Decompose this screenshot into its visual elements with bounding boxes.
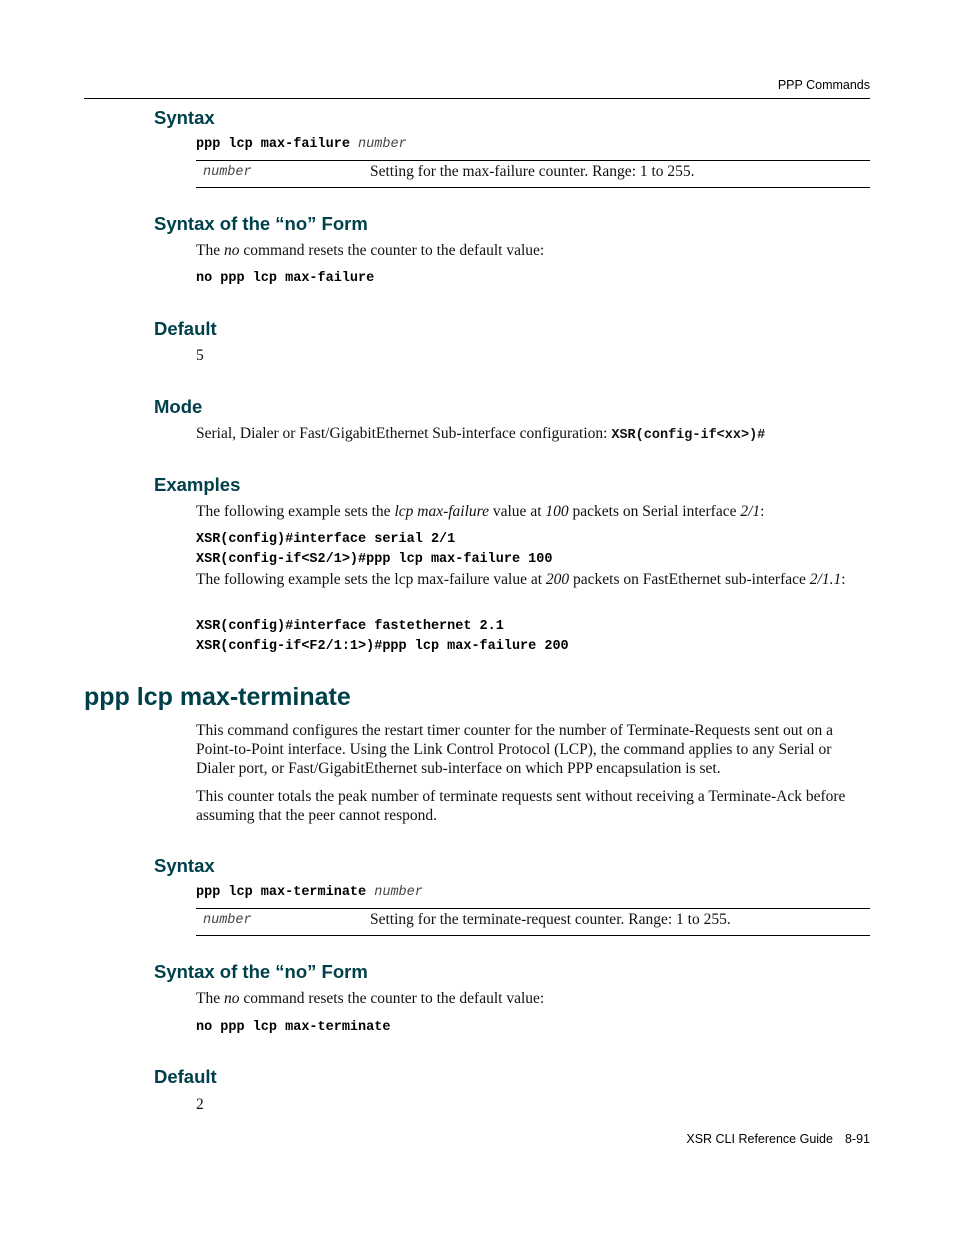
parameter-description: Setting for the max-failure counter. Range: 1 to 255. [370,163,695,180]
emphasis: no [223,242,240,259]
guide-title: XSR CLI Reference Guide [686,1132,833,1146]
text: : [760,503,765,520]
emphasis: lcp max-failure [394,503,489,520]
syntax-heading: Syntax [154,107,215,128]
text: The [196,242,224,259]
syntax-command-text: ppp lcp max-failure [196,137,350,152]
parameter-description: Setting for the terminate-request counter. Range: 1 to 255. [370,911,731,928]
example-1-description [196,502,870,521]
syntax-argument: number [374,885,423,900]
mode-prompt: XSR(config-if<xx>)# [611,428,766,443]
text: packets on FastEthernet sub-interface [569,571,810,588]
example-1-code-line-1: XSR(config)#interface serial 2/1 [196,532,456,547]
text: command resets the counter to the default value: [239,242,545,259]
syntax-command-text: ppp lcp max-terminate [196,885,367,900]
emphasis: 200 [545,571,570,588]
text: : [841,571,846,588]
text: Serial, Dialer or Fast/GigabitEthernet Sub-interface configuration: [196,425,612,442]
default-heading: Default [154,1066,217,1087]
example-2-code-line-2: XSR(config-if<F2/1:1>)#ppp lcp max-failure 200 [196,639,569,654]
no-form-heading: Syntax of the “no” Form [154,961,368,982]
intro-paragraph-1: This command configures the restart timer counter for the number of Terminate-Requests sent out on a Point-to-Point interface. Using the Link Control Protocol (LCP), the command applies to any Serial or Dialer port, or Fast/GigabitEthernet sub-interface on which PPP encapsulation is set. [196,722,833,777]
text: The [196,990,224,1007]
text: value at [489,503,546,520]
no-form-heading: Syntax of the “no” Form [154,213,368,234]
mode-heading: Mode [154,396,203,417]
text: command resets the counter to the default value: [239,990,545,1007]
syntax-command [196,137,407,152]
no-form-description [196,989,870,1008]
page-number: 8-91 [844,1132,870,1146]
no-form-command: no ppp lcp max-failure [196,271,375,286]
examples-heading: Examples [154,474,241,495]
no-form-command: no ppp lcp max-terminate [196,1020,391,1035]
parameter-name: number [203,913,252,928]
syntax-heading: Syntax [154,855,215,876]
emphasis: 2/1.1 [809,571,842,588]
no-form-description [196,241,870,260]
parameter-name: number [203,165,252,180]
text: The following example sets the lcp max-failure value at [196,571,546,588]
syntax-argument: number [358,137,407,152]
emphasis: 100 [545,503,569,520]
mode-description [196,424,870,445]
example-1-code-line-2: XSR(config-if<S2/1>)#ppp lcp max-failure 100 [196,552,553,567]
default-value: 5 [196,347,204,364]
text: The following example sets the [196,503,395,520]
running-head: PPP Commands [777,78,870,92]
parameter-table [196,160,870,188]
text: packets on Serial interface [568,503,741,520]
header-rule [84,98,870,99]
example-2-code-line-1: XSR(config)#interface fastethernet 2.1 [196,619,504,634]
page-footer [686,1132,870,1146]
syntax-command [196,885,423,900]
default-value: 2 [196,1096,204,1113]
parameter-table [196,908,870,936]
default-heading: Default [154,318,217,339]
command-title: ppp lcp max-terminate [84,683,351,711]
example-2-description [196,570,870,589]
intro-paragraph-2: This counter totals the peak number of terminate requests sent without receiving a Terminate-Ack before assuming that the peer cannot respond. [196,788,846,824]
emphasis: 2/1 [740,503,761,520]
emphasis: no [223,990,240,1007]
